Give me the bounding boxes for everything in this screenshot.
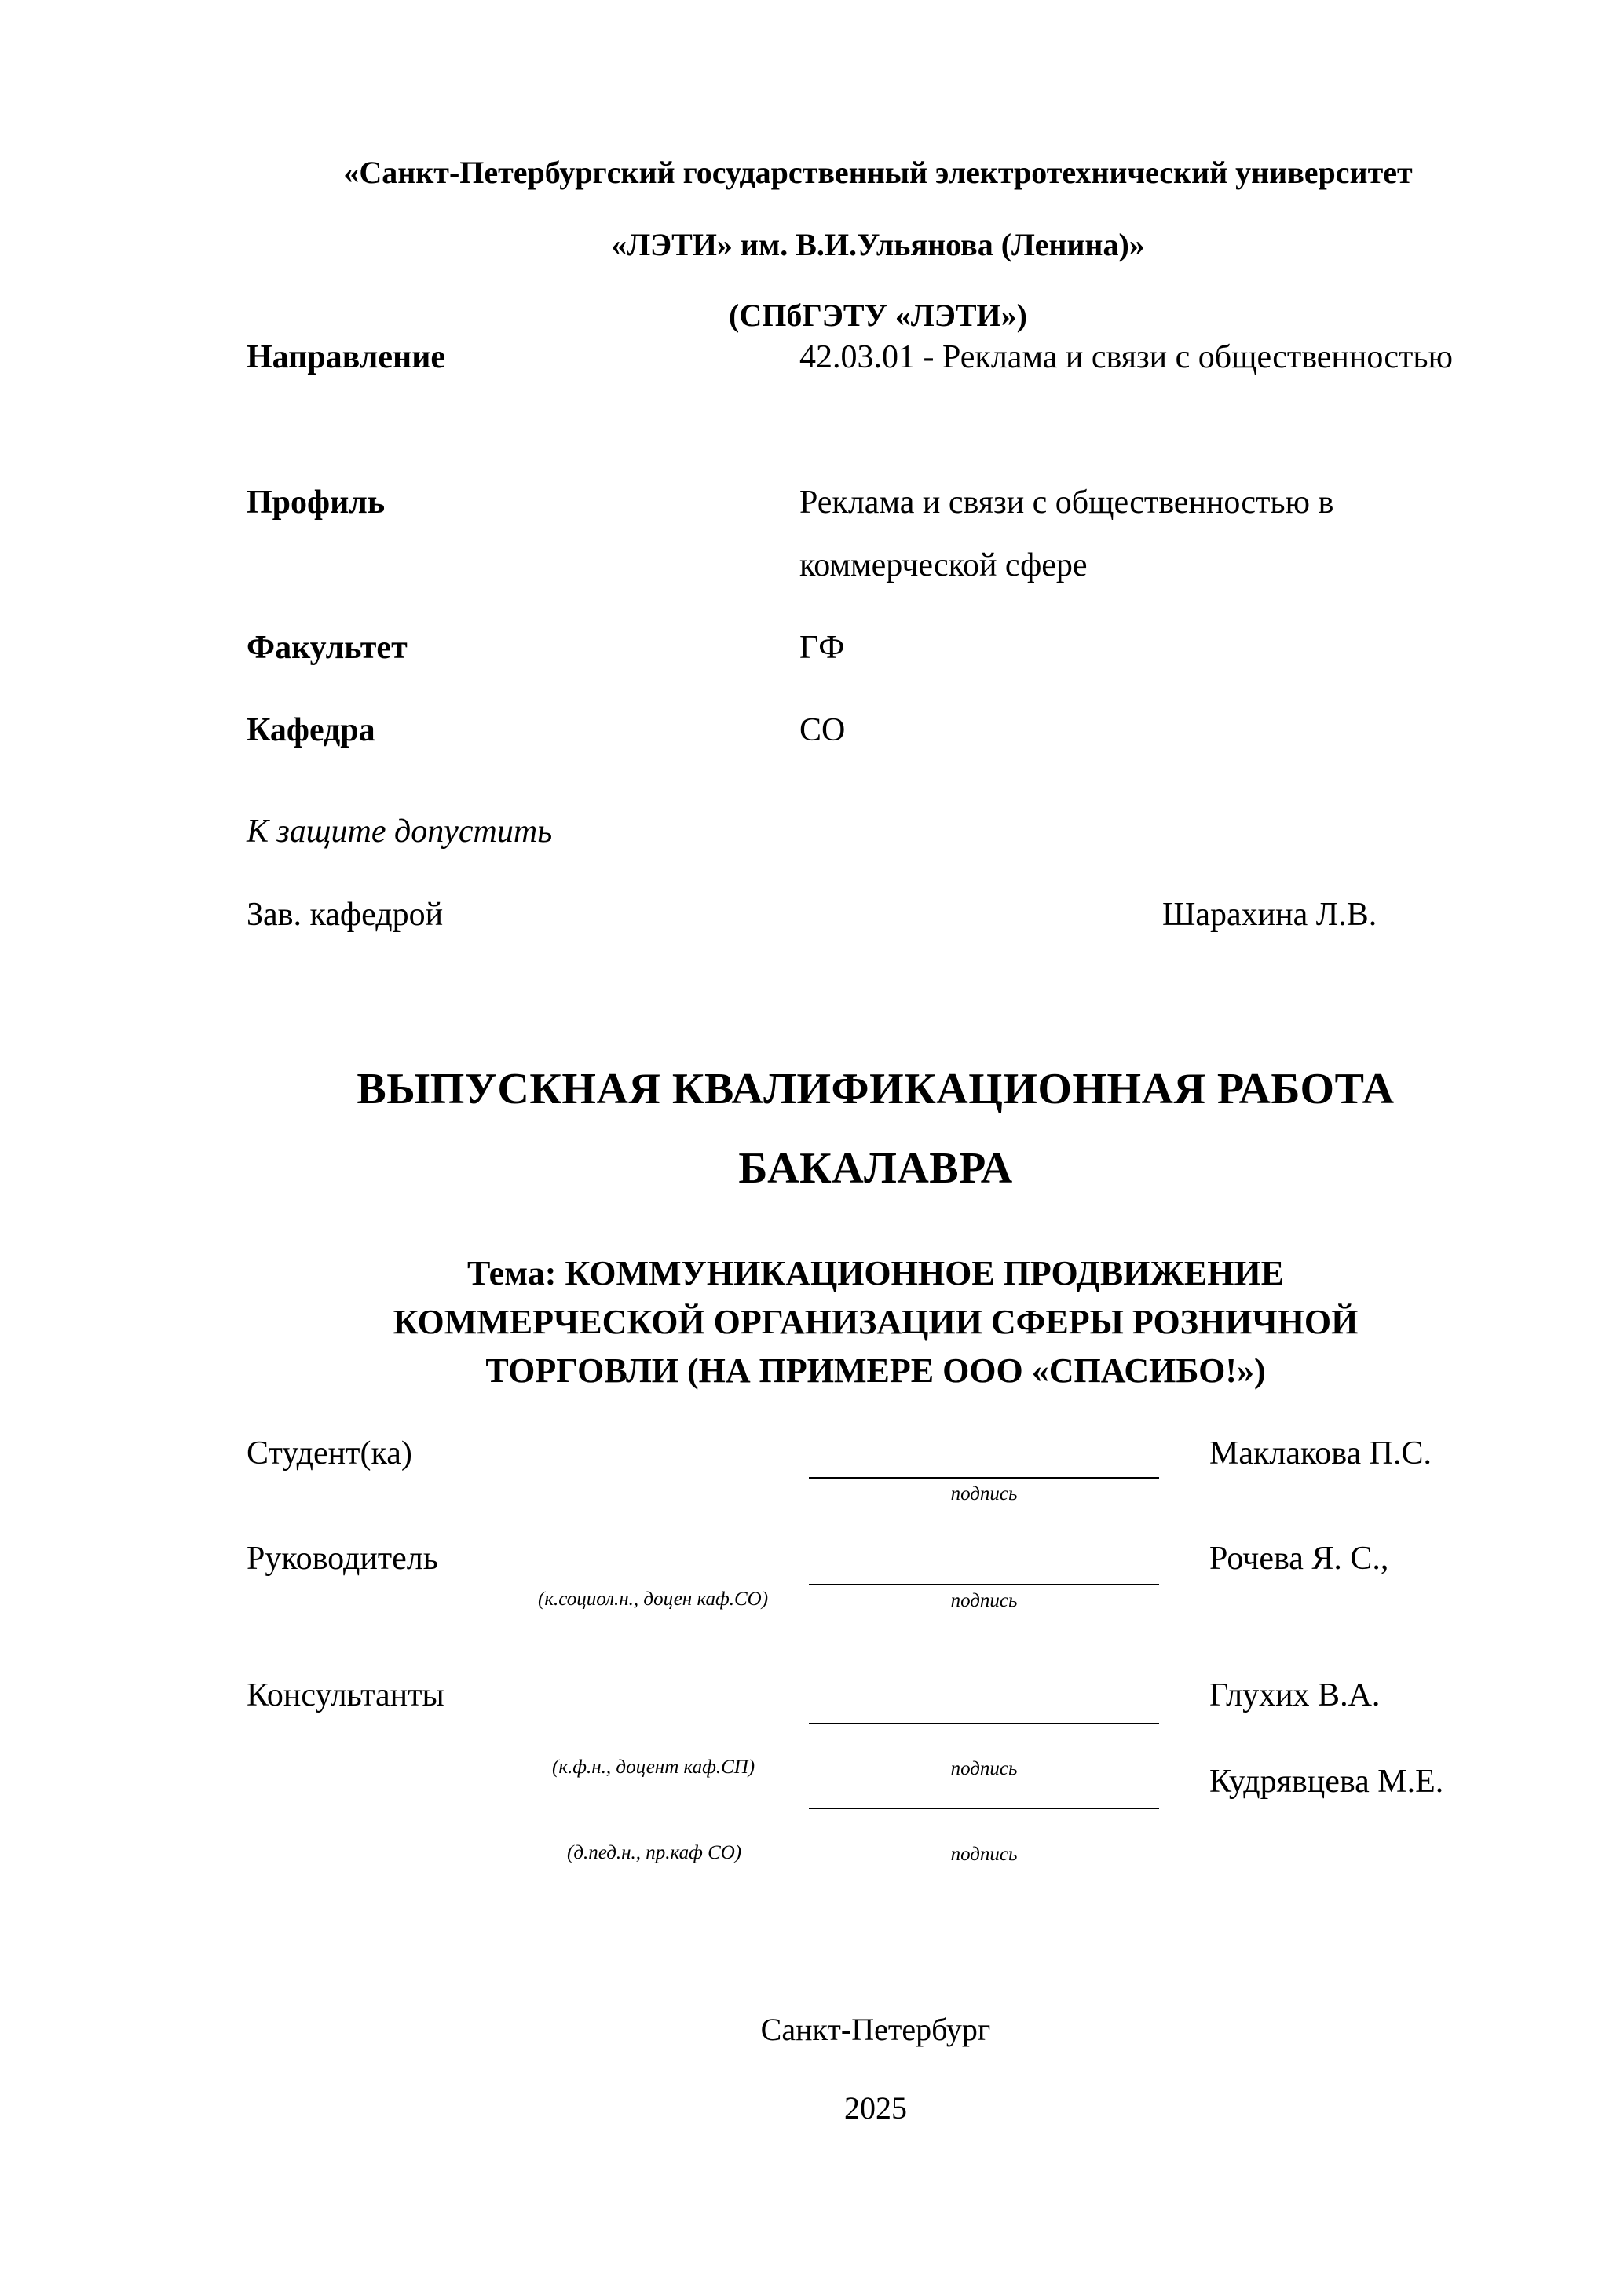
student-name: Маклакова П.С.: [1209, 1435, 1432, 1472]
topic-line3: ТОРГОВЛИ (НА ПРИМЕРЕ ООО «СПАСИБО!»): [485, 1351, 1266, 1390]
thesis-title-line1: ВЫПУСКНАЯ КВАЛИФИКАЦИОННАЯ РАБОТА: [357, 1065, 1395, 1113]
consultant2-signature-line: [809, 1808, 1159, 1809]
supervisor-signature-caption: подпись: [950, 1590, 1018, 1611]
consultant1-signature-line: [809, 1723, 1159, 1724]
consultant1-signature-caption: подпись: [950, 1758, 1018, 1779]
faculty-label: Факультет: [247, 630, 408, 666]
university-abbreviation: (СПбГЭТУ «ЛЭТИ»): [729, 298, 1027, 333]
faculty-value: ГФ: [799, 630, 845, 666]
consultant1-rank: (к.ф.н., доцент каф.СП): [552, 1757, 755, 1778]
university-name-line2: «ЛЭТИ» им. В.И.Ульянова (Ленина)»: [611, 227, 1145, 262]
student-signature-caption: подпись: [950, 1483, 1018, 1504]
footer-city: Санкт-Петербург: [760, 2012, 991, 2047]
head-of-department-label: Зав. кафедрой: [247, 897, 444, 933]
student-label: Студент(ка): [247, 1435, 412, 1472]
department-label: Кафедра: [247, 712, 375, 748]
topic-line2: КОММЕРЧЕСКОЙ ОРГАНИЗАЦИИ СФЕРЫ РОЗНИЧНОЙ: [393, 1303, 1359, 1341]
supervisor-name: Рочева Я. С.,: [1209, 1541, 1389, 1577]
supervisor-rank: (к.социол.н., доцен каф.СО): [538, 1589, 769, 1610]
consultant2-rank: (д.пед.н., пр.каф СО): [567, 1842, 742, 1863]
head-of-department-name: Шарахина Л.В.: [1162, 897, 1377, 933]
consultant2-signature-caption: подпись: [950, 1844, 1018, 1865]
footer-year: 2025: [844, 2090, 907, 2126]
profile-label: Профиль: [247, 484, 386, 521]
profile-value: Реклама и связи с общественностью в коммерческой сфере: [799, 484, 1334, 583]
direction-label: Направление: [247, 339, 446, 375]
university-name-line1: «Санкт-Петербургский государственный электротехнический университет: [343, 155, 1413, 190]
student-signature-line: [809, 1477, 1159, 1479]
topic-line1: Тема: КОММУНИКАЦИОННОЕ ПРОДВИЖЕНИЕ: [466, 1254, 1285, 1292]
consultant2-name: Кудрявцева М.Е.: [1209, 1764, 1444, 1800]
department-value: СО: [799, 712, 846, 748]
thesis-title-line2: БАКАЛАВРА: [738, 1144, 1013, 1193]
consultant1-name: Глухих В.А.: [1209, 1677, 1381, 1713]
direction-value: 42.03.01 - Реклама и связи с общественностью: [799, 339, 1453, 375]
admission-text: К защите допустить: [247, 813, 553, 850]
supervisor-label: Руководитель: [247, 1541, 438, 1577]
consultants-label: Консультанты: [247, 1677, 444, 1713]
supervisor-signature-line: [809, 1584, 1159, 1585]
